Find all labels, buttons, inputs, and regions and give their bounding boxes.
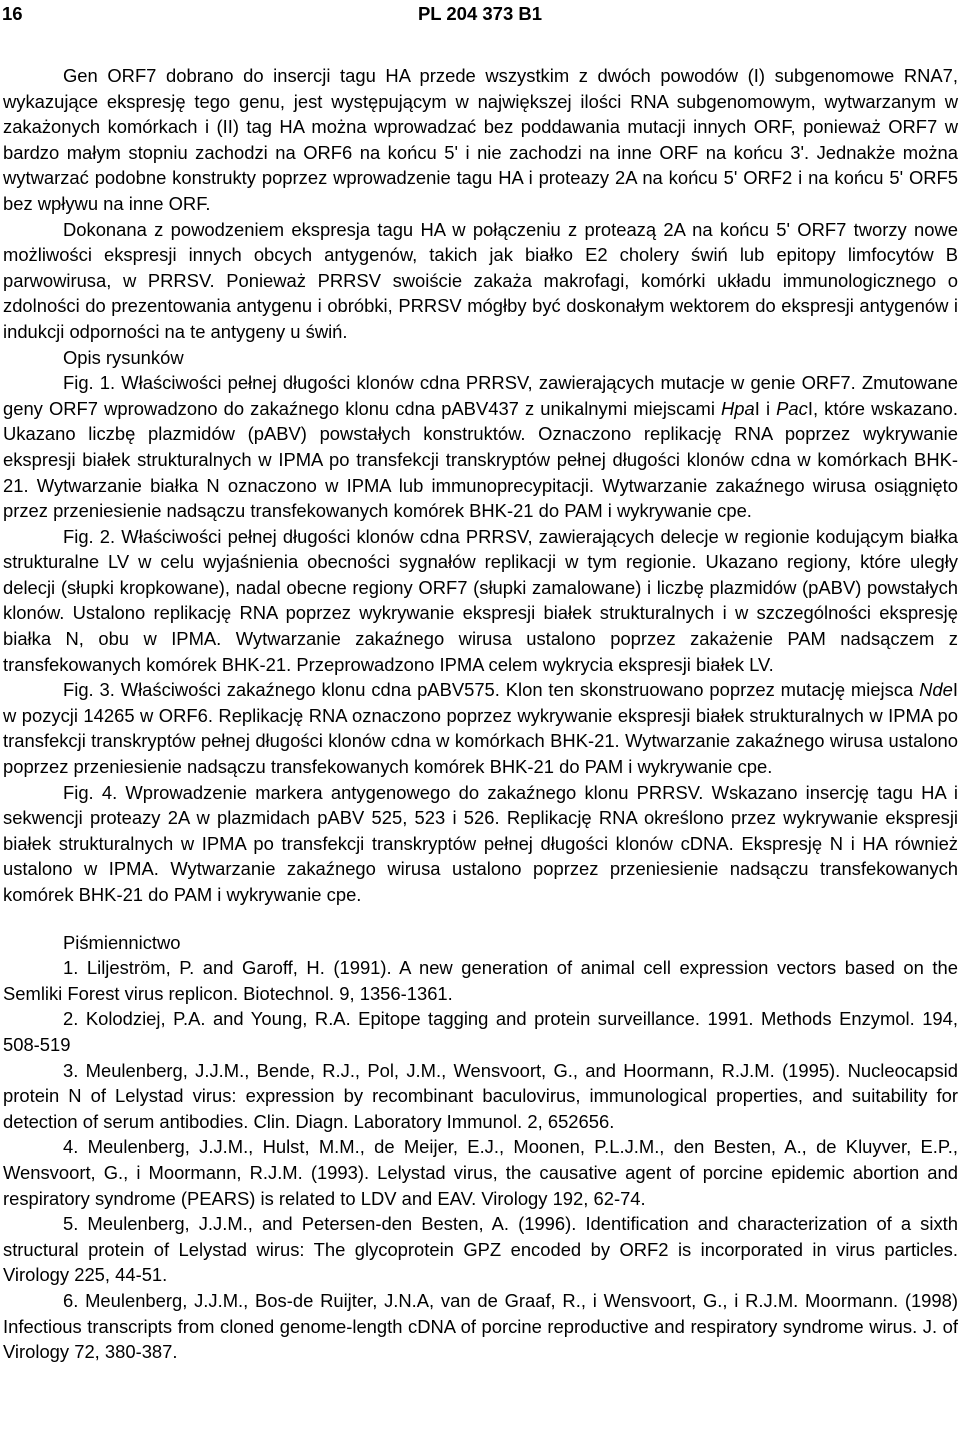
reference-item: 6. Meulenberg, J.J.M., Bos-de Ruijter, J.N.A, van de Graaf, R., i Wensvoort, G., i R.J.M. Moormann. (1998) Infectious transcripts from cloned genome-length cDNA of porcine reproductive and respiratory syndrome wirus. J. of Virology 72, 380-387. — [3, 1289, 958, 1363]
patent-id: PL 204 373 B1 — [417, 3, 543, 24]
reference-item: 5. Meulenberg, J.J.M., and Petersen-den Besten, A. (1996). Identification and characterization of a sixth structural protein of Lelystad wirus: The glycoprotein GPZ encoded by ORF2 is incorporated in virus particles. Virology 225, 44-51. — [3, 1213, 958, 1286]
reference-item: 2. Kolodziej, P.A. and Young, R.A. Epitope tagging and protein surveillance. 1991. Methods Enzymol. 194, 508-519 — [3, 1008, 958, 1055]
figure-description: Fig. 1. Właściwości pełnej długości klonów cdna PRRSV, zawierających mutacje w genie ORF7. Zmutowane geny ORF7 wprowadzono do zakaźnego klonu cdna pABV437 z unikalnymi miejscami HpaI i PacI, które wskazano. Ukazano liczbę plazmidów (pABV) powstałych konstruktów. Oznaczono replikację RNA poprzez wykrywanie ekspresji białek strukturalnych w IPMA po transfekcji transkryptów pełnej długości klonów cdna w komórkach BHK-21. Wytwarzanie białka N oznaczono w IPMA lub immunoprecypitacji. Wytwarzanie zakaźnego wirusa osiągnięto przez przeniesienie nadsączu transfekowanych komórek BHK-21 do PAM i wykrywanie cpe. — [3, 372, 958, 522]
references-title: Piśmiennictwo — [63, 931, 181, 953]
reference-item: 3. Meulenberg, J.J.M., Bende, R.J., Pol, J.M., Wensvoort, G., and Hoormann, R.J.M. (1995). Nucleocapsid protein N of Lelystad virus: expression by recombinant baculovirus, immunological properties, and suitability for detection of serum antibodies. Clin. Diagn. Laboratory Immunol. 2, 652656. — [3, 1059, 958, 1132]
page-number: 16 — [2, 3, 23, 24]
paragraph: Dokonana z powodzeniem ekspresja tagu HA w połączeniu z proteazą 2A na końcu 5' ORF7 tworzy nowe możliwości ekspresji innych obcych antygenów, takich jak białko E2 cholery świń lub epitopy limfocytów B parwowirusa, w PRRSV. Ponieważ PRRSV swoiście zakaża makrofagi, komórki układu immunologicznego o zdolności do prezentowania antygenu i obróbki, PRRSV mógłby być doskonałym wektorem do ekspresji antygenów i indukcji odporności na te antygeny u świń. — [3, 218, 958, 342]
document-body — [3, 63, 958, 1365]
section-heading: Opis rysunków — [63, 346, 184, 368]
page-header — [0, 0, 960, 26]
references — [3, 930, 958, 1365]
reference-item: 1. Liljeström, P. and Garoff, H. (1991). A new generation of animal cell expression vectors based on the Semliki Forest virus replicon. Biotechnol. 9, 1356-1361. — [3, 957, 958, 1004]
figure-description: Fig. 3. Właściwości zakaźnego klonu cdna pABV575. Klon ten skonstruowano poprzez mutację miejsca NdeI w pozycji 14265 w ORF6. Replikację RNA oznaczono poprzez wykrywanie ekspresji białek strukturalnych w IPMA po transfekcji transkryptów pełnej długości klonów cdna w komórkach BHK-21. Wytwarzanie zakaźnego wirusa ustalono poprzez przeniesienie nadsączu transfekowanych komórek BHK-21 do PAM i wykrywanie cpe. — [3, 679, 958, 778]
figure-description: Fig. 2. Właściwości pełnej długości klonów cdna PRRSV, zawierających delecje w regionie kodującym białka strukturalne LV w celu wyjaśnienia obecności sygnałów replikacji w tym regionie. Ukazano regiony, które uległy delecji (słupki kropkowane), nadal obecne regiony ORF7 (słupki zamalowane) i liczbę plazmidów (pABV) powstałych klonów. Ustalono replikację RNA poprzez wykrywanie ekspresji białek strukturalnych i w szczególności ekspresję białka N, obu w IPMA. Wytwarzanie zakaźnego wirusa ustalono poprzez zakażenie PAM nadsączem z transfekowanych komórek BHK-21. Przeprowadzono IPMA celem wykrycia ekspresji białek LV. — [3, 525, 958, 675]
reference-item: 4. Meulenberg, J.J.M., Hulst, M.M., de Meijer, E.J., Moonen, P.L.J.M., den Besten, A., de Kluyver, E.P., Wensvoort, G., i Moormann, R.J.M. (1993). Lelystad virus, the causative agent of porcine epidemic abortion and respiratory syndrome (PEARS) is related to LDV and EAV. Virology 192, 62-74. — [3, 1136, 958, 1209]
figure-description: Fig. 4. Wprowadzenie markera antygenowego do zakaźnego klonu PRRSV. Wskazano insercję tagu HA i sekwencji proteazy 2A w plazmidach pABV 525, 523 i 526. Replikację RNA określono przez wykrywanie ekspresji białek strukturalnych w IPMA po transfekcji transkryptów pełnej długości klonów cDNA. Ekspresję N i HA również ustalono w IPMA. Wytwarzanie zakaźnego wirusa ustalono poprzez przeniesienie nadsączu transfekowanych komórek BHK-21 do PAM i wykrywanie cpe. — [3, 781, 958, 905]
paragraph: Gen ORF7 dobrano do insercji tagu HA przede wszystkim z dwóch powodów (I) subgenomowe RNA7, wykazujące ekspresję tego genu, jest występującym w największej ilości RNA subgenomowym, wytwarzanym w zakażonych komórkach i (II) tag HA można wprowadzać bez poddawania mutacji innych ORF, ponieważ ORF7 w bardzo małym stopniu zachodzi na ORF6 na końcu 5' i nie zachodzi na inne ORF na końcu 3'. Jednakże można wytwarzać podobne konstrukty poprzez wprowadzenie tagu HA i proteazy 2A na końcu 5' ORF2 i na końcu 5' ORF5 bez wpływu na inne ORF. — [3, 65, 958, 214]
